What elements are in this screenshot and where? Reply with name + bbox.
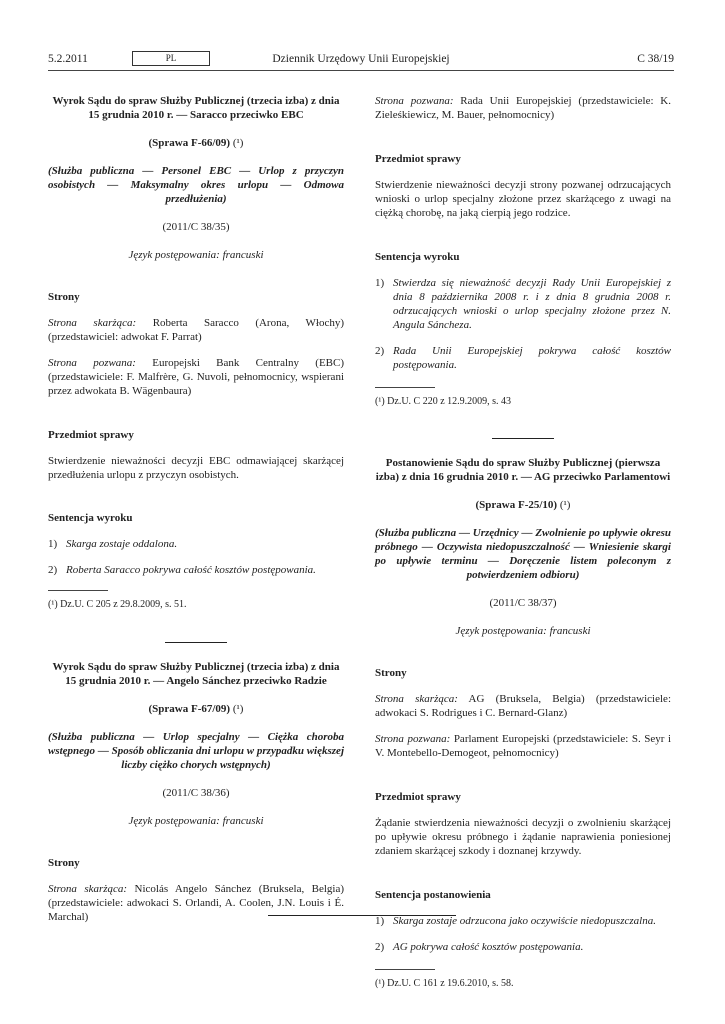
header-rule xyxy=(48,70,674,71)
footnote: (¹) Dz.U. C 205 z 29.8.2009, s. 51. xyxy=(48,599,187,611)
item-number: 1) xyxy=(48,538,58,551)
case-number-text: (Sprawa F-67/09) xyxy=(148,703,231,715)
case-subject: (Służba publiczna — Urzędnicy — Zwolnienie po upływie okresu próbnego — Oczywista niedopuszczalność — Wniesienie skargi po upływie terminu — Doręczenie listem poleconym z potwierdzeniem odbioru) xyxy=(375,527,671,582)
subject-text: Żądanie stwierdzenia nieważności decyzji o zwolnieniu skarżącej po upływie okresu próbnego i żądanie naprawienia poniesionej zdaniem skarżącej szkody i doznanej krzywdy. xyxy=(375,816,671,857)
page-number: C 38/19 xyxy=(637,53,674,65)
case-angelo-sanchez-continued xyxy=(375,95,671,408)
defendant-text: Parlament Europejski (przedstawiciele: S. Seyr i V. Montebello-Demogeot, pełnomocnicy) xyxy=(375,732,672,759)
operative-item xyxy=(375,915,671,929)
subject-heading: Przedmiot sprawy xyxy=(375,152,461,165)
operative-item xyxy=(48,564,344,578)
applicant xyxy=(48,883,344,925)
operative-item xyxy=(375,277,671,333)
applicant xyxy=(48,317,344,345)
item-text: Skarga zostaje odrzucona jako oczywiście niedopuszczalna. xyxy=(393,914,656,927)
case-angelo-sanchez xyxy=(48,661,344,925)
operative-item xyxy=(375,941,671,955)
operative-item xyxy=(48,538,344,552)
page-end-rule xyxy=(268,915,456,916)
defendant-text: Rada Unii Europejskiej (przedstawiciele: K. Zieleśkiewicz, M. Bauer, pełnomocnicy) xyxy=(375,95,672,121)
parties-heading: Strony xyxy=(375,667,407,679)
case-title: Wyrok Sądu do spraw Służby Publicznej (trzecia izba) z dnia 15 grudnia 2010 r. — Angelo Sánchez przeciwko Radzie xyxy=(52,661,340,688)
case-title: Wyrok Sądu do spraw Służby Publicznej (trzecia izba) z dnia 15 grudnia 2010 r. — Saracco przeciwko EBC xyxy=(52,95,340,121)
item-number: 1) xyxy=(375,276,385,289)
case-saracco xyxy=(48,95,344,612)
case-number-text: (Sprawa F-25/10) xyxy=(475,499,558,512)
subject-text: Stwierdzenie nieważności decyzji strony pozwanej odrzucających wnioski o urlop specjalny złożone przez skarżącego z uwagi na ciężką chorobę, na jaką cierpią jego rodzice. xyxy=(375,178,671,219)
defendant-label: Strona pozwana: xyxy=(375,95,454,107)
case-number-text: (Sprawa F-66/09) xyxy=(148,136,231,149)
journal-title: Dziennik Urzędowy Unii Europejskiej xyxy=(272,53,450,65)
operative-heading: Sentencja wyroku xyxy=(48,512,133,525)
case-ag-parliament xyxy=(375,457,671,990)
applicant-label: Strona skarżąca: xyxy=(48,882,128,895)
footnote-mark: (¹) xyxy=(559,499,571,512)
section-separator xyxy=(492,438,554,439)
applicant-label: Strona skarżąca: xyxy=(375,692,458,705)
parties-heading: Strony xyxy=(48,856,80,869)
subject-heading: Przedmiot sprawy xyxy=(48,428,134,441)
case-language: Język postępowania: francuski xyxy=(128,248,264,261)
parties-heading: Strony xyxy=(48,290,80,303)
item-number: 2) xyxy=(375,344,385,357)
case-title: Postanowienie Sądu do spraw Służby Publicznej (pierwsza izba) z dnia 16 grudnia 2010 r. — AG przeciwko Parlamentowi xyxy=(375,457,671,484)
applicant-text: AG (Bruksela, Belgia) (przedstawiciele: adwokaci S. Rodrigues i C. Bernard-Glanz) xyxy=(375,692,671,719)
applicant-text: Roberta Saracco (Arona, Włochy) (przedstawiciel: adwokat F. Parrat) xyxy=(48,316,345,343)
defendant-label: Strona pozwana: xyxy=(375,732,451,745)
operative-heading: Sentencja wyroku xyxy=(375,250,460,263)
footnote: (¹) Dz.U. C 161 z 19.6.2010, s. 58. xyxy=(375,977,514,989)
defendant-label: Strona pozwana: xyxy=(48,356,136,369)
case-number xyxy=(375,499,671,513)
case-subject: (Służba publiczna — Personel EBC — Urlop z przyczyn osobistych — Maksymalny okres urlopu — Odmowa przedłużenia) xyxy=(48,164,344,205)
applicant-text: Nicolás Angelo Sánchez (Bruksela, Belgia) (przedstawiciele: adwokaci S. Orlandi, A. Coolen, J.N. Louis i É. Marchal) xyxy=(48,882,345,923)
footnote-rule xyxy=(375,387,435,388)
footnote-rule xyxy=(48,590,108,591)
operative-item xyxy=(375,345,671,373)
case-number xyxy=(48,137,344,151)
language-box: PL xyxy=(132,51,210,66)
publication-date: 5.2.2011 xyxy=(48,53,88,65)
item-number: 2) xyxy=(375,940,385,953)
page-header xyxy=(48,52,674,68)
item-text: Stwierdza się nieważność decyzji Rady Unii Europejskiej z dnia 8 października 2008 r. i z dnia 8 grudnia 2008 r. odrzucających wnioski o urlop specjalny złożone przez N. Angula Sáncheza. xyxy=(393,276,671,331)
case-language: Język postępowania: francuski xyxy=(128,814,264,827)
case-number xyxy=(48,703,344,717)
operative-heading: Sentencja postanowienia xyxy=(375,888,491,901)
footnote-rule xyxy=(375,969,435,970)
subject-heading: Przedmiot sprawy xyxy=(375,790,461,803)
item-text: AG pokrywa całość kosztów postępowania. xyxy=(393,940,584,953)
footnote-mark: (¹) xyxy=(232,136,244,149)
item-number: 2) xyxy=(48,564,58,577)
subject-text: Stwierdzenie nieważności decyzji EBC odmawiającej skarżącej przedłużenia urlopu z przyczyn osobistych. xyxy=(48,454,344,481)
footnote: (¹) Dz.U. C 220 z 12.9.2009, s. 43 xyxy=(375,395,512,407)
item-number: 1) xyxy=(375,914,385,927)
right-column xyxy=(375,95,671,990)
case-language: Język postępowania: francuski xyxy=(455,625,591,638)
defendant xyxy=(375,95,671,123)
case-reference: (2011/C 38/37) xyxy=(489,597,557,610)
footnote-mark: (¹) xyxy=(232,703,244,715)
case-reference: (2011/C 38/35) xyxy=(162,220,230,233)
item-text: Roberta Saracco pokrywa całość kosztów postępowania. xyxy=(66,564,316,577)
applicant-label: Strona skarżąca: xyxy=(48,316,137,329)
item-text: Skarga zostaje oddalona. xyxy=(66,538,178,551)
defendant-text: Europejski Bank Centralny (EBC) (przedstawiciele: F. Malfrère, G. Nuvoli, pełnomocnicy, wspierani przez adwokata B. Wägenbaura) xyxy=(48,356,345,397)
case-subject: (Służba publiczna — Urlop specjalny — Ciężka choroba wstępnego — Sposób obliczania dni urlopu w przypadku większej liczby ciężko chorych wstępnych) xyxy=(48,730,344,771)
defendant xyxy=(48,357,344,399)
section-separator xyxy=(165,642,227,643)
applicant xyxy=(375,693,671,721)
item-text: Rada Unii Europejskiej pokrywa całość kosztów postępowania. xyxy=(393,344,671,371)
left-column xyxy=(48,95,344,925)
defendant xyxy=(375,733,671,761)
case-reference: (2011/C 38/36) xyxy=(162,786,230,799)
